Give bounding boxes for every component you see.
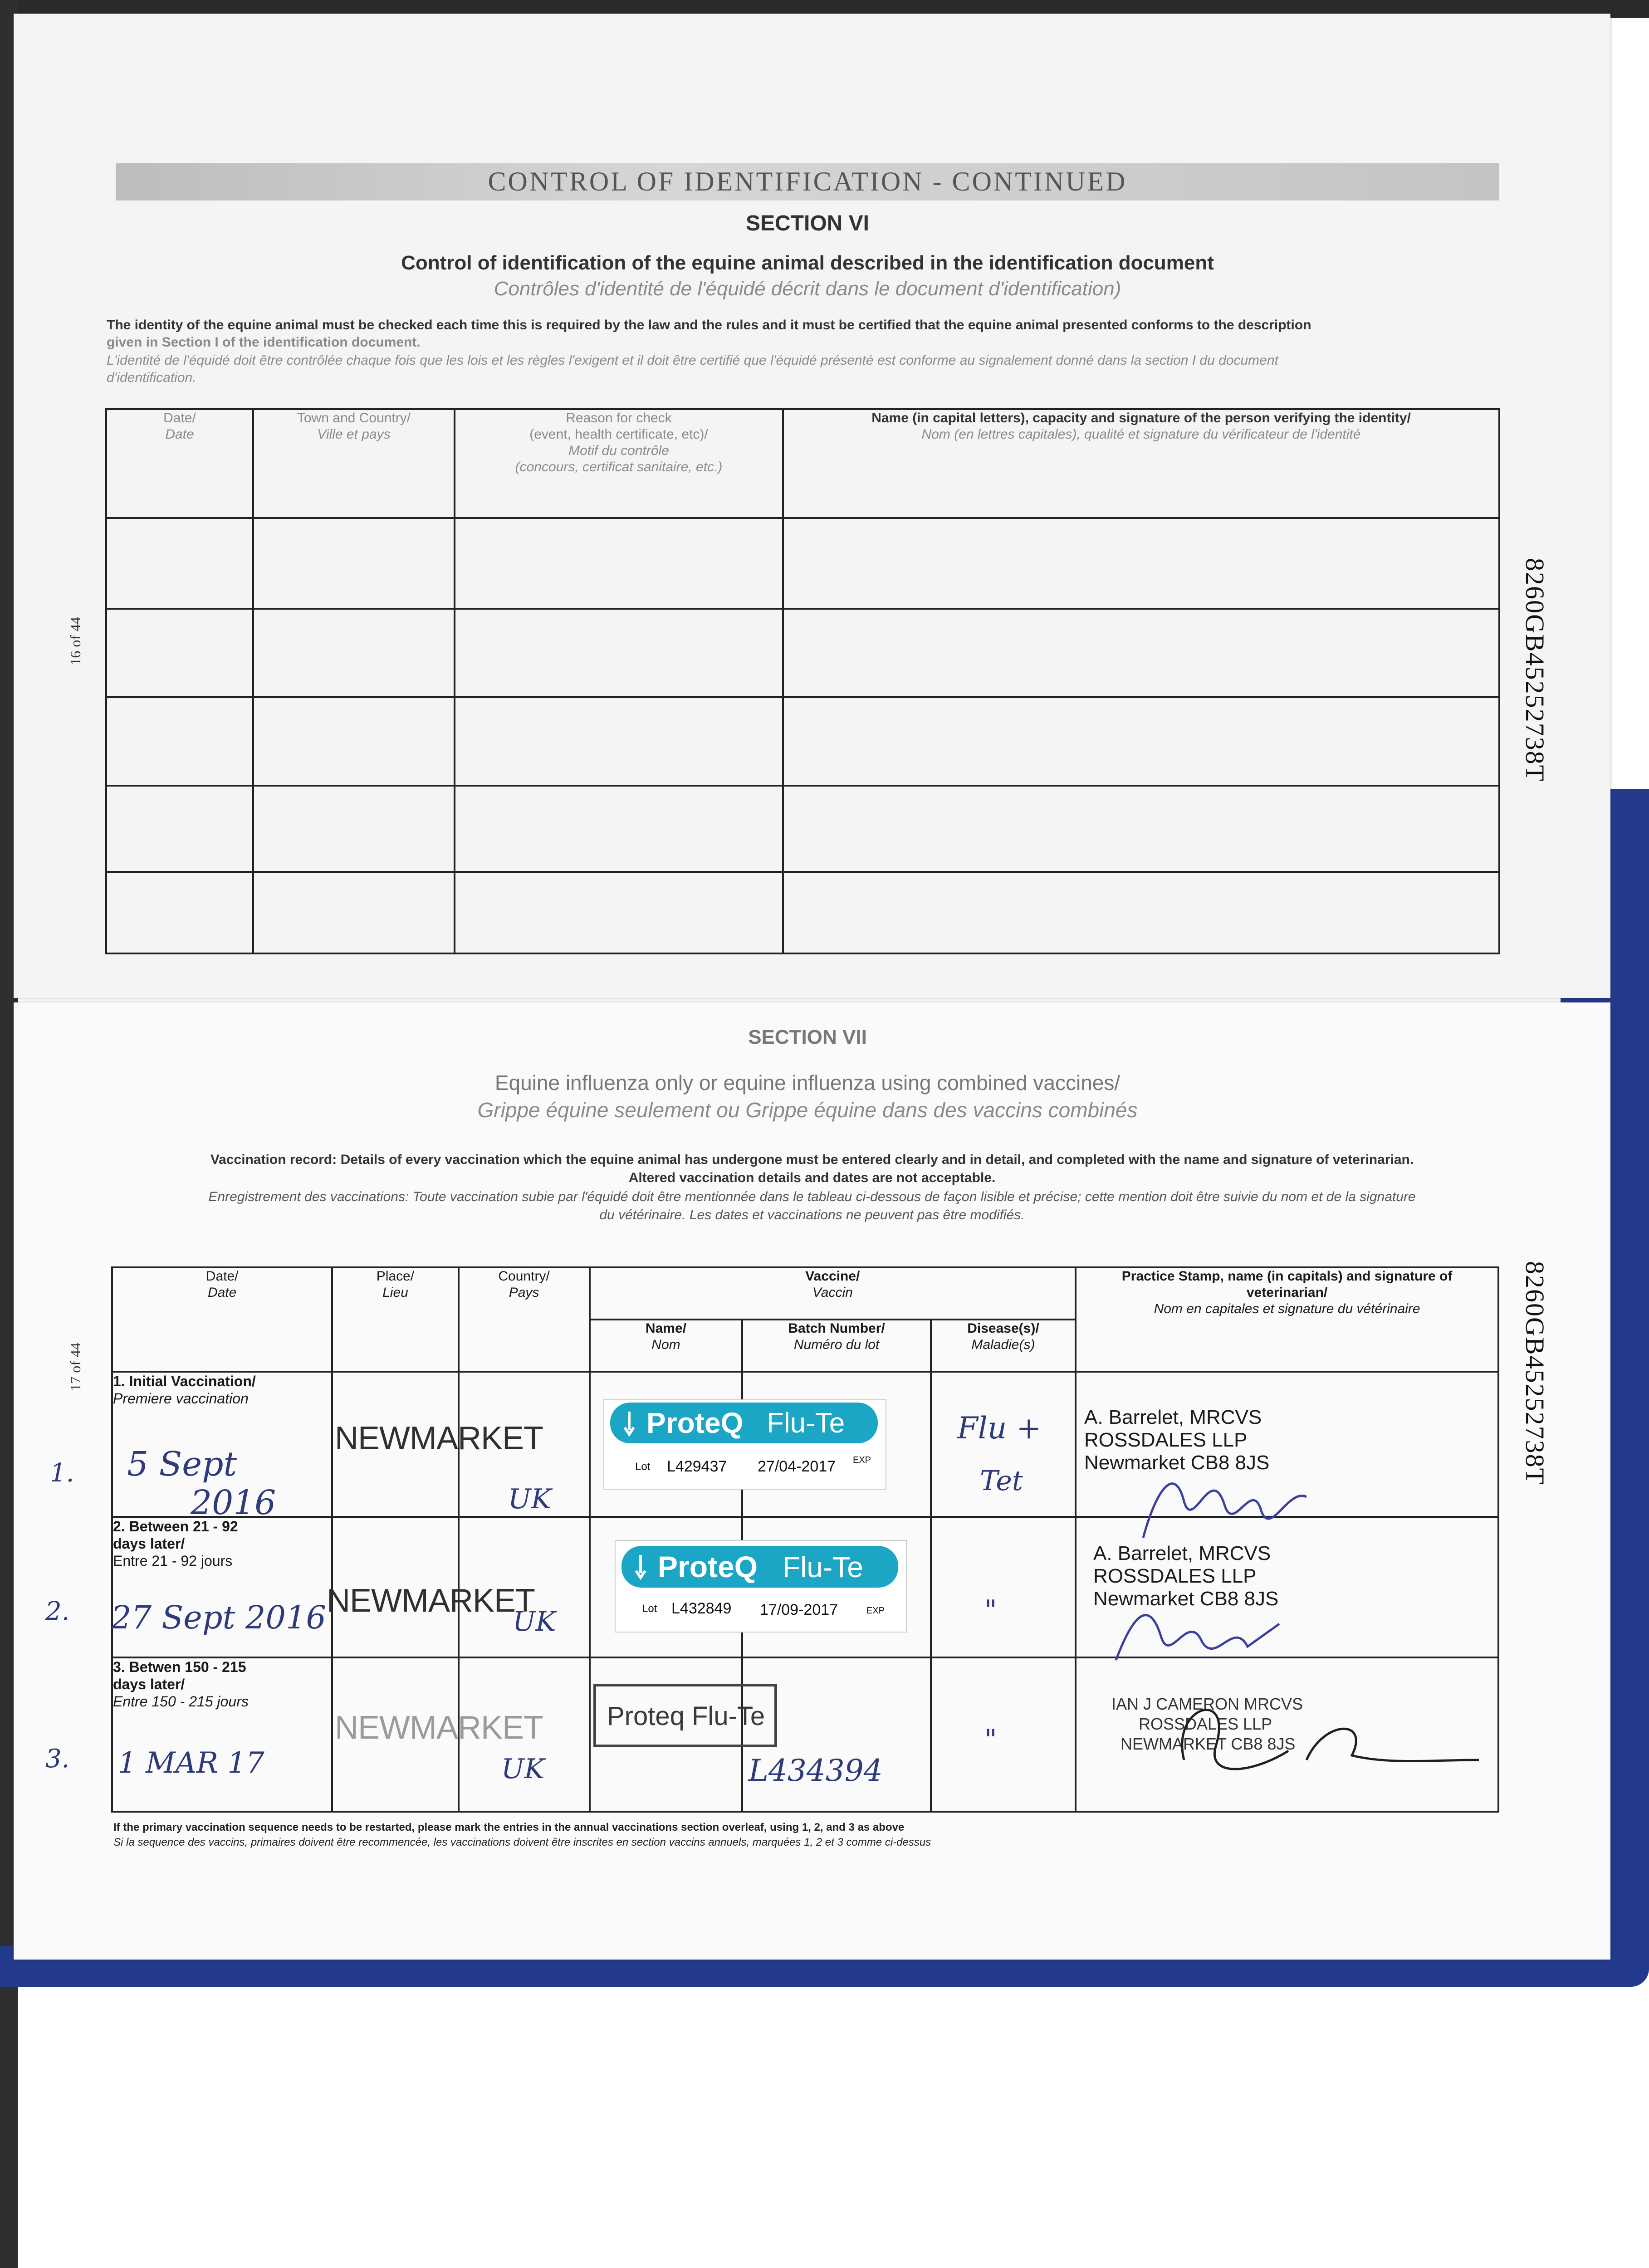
banner-title: CONTROL OF IDENTIFICATION - CONTINUED xyxy=(488,166,1127,196)
row2-vaccine-pill xyxy=(621,1546,898,1588)
row3-disease-ditto: " xyxy=(984,1724,997,1755)
table-cell[interactable] xyxy=(455,609,783,697)
row1-lot-prefix: Lot xyxy=(635,1461,651,1473)
row1-signature xyxy=(1116,1433,1316,1547)
row2-signature xyxy=(1098,1556,1288,1674)
row3-vet-address: NEWMARKET CB8 8JS xyxy=(1121,1735,1296,1753)
col-date: Date/ Date xyxy=(106,409,253,518)
record-instructions-fr: Enregistrement des vaccinations: Toute vaccination subie par l'équidé doit être mentionnée dans le tableau ci-dessous de façon lisible et précise; cette mention doit être suivie du nom et de la signature xyxy=(208,1189,1416,1204)
row1-country-handwritten: UK xyxy=(508,1483,552,1515)
row1-lot-number: L429437 xyxy=(667,1458,727,1475)
table-cell[interactable] xyxy=(106,872,253,953)
section-vii-heading: SECTION VII xyxy=(748,1026,867,1048)
intro-fr-line1: L'identité de l'équidé doit être contrôlée chaque fois que les lois et les règles l'exigent et il doit être certifié que l'équidé présenté est conforme au signalement donné dans la section I du document xyxy=(107,353,1278,368)
table-cell[interactable] xyxy=(455,872,783,953)
col-town: Town and Country/ Ville et pays xyxy=(253,409,455,518)
table-row xyxy=(106,872,1499,953)
table-cell[interactable] xyxy=(106,697,253,786)
table-row xyxy=(106,518,1499,609)
syringe-icon xyxy=(631,1553,650,1580)
row1-disease-2: Tet xyxy=(980,1465,1023,1497)
col-date: Date/ Date xyxy=(112,1267,332,1372)
row1-vet-address: Newmarket CB8 8JS xyxy=(1084,1452,1270,1474)
record-instructions-fr2: du vétérinaire. Les dates et vaccinations ne peuvent pas être modifiés. xyxy=(599,1207,1025,1222)
intro-en-line1: The identity of the equine animal must be checked each time this is required by the law and the rules and it must be certified that the equine animal presented conforms to the description xyxy=(107,318,1311,332)
row3-disease-cell[interactable] xyxy=(931,1657,1076,1812)
row1-vaccine-pill xyxy=(610,1403,878,1443)
table-row xyxy=(106,697,1499,786)
row2-disease-cell[interactable] xyxy=(931,1517,1076,1657)
row2-vaccine-brand: ProteQ xyxy=(658,1550,758,1584)
row3-vaccine-stamp-box xyxy=(593,1684,777,1747)
row3-date-handwritten: 1 MAR 17 xyxy=(118,1746,264,1780)
row3-vaccine-stamp: Proteq Flu-Te xyxy=(607,1701,765,1731)
col-practice-stamp: Practice Stamp, name (in capitals) and signature of veterinarian/ Nom en capitales et signature du vétérinaire xyxy=(1076,1267,1498,1372)
row2-date-cell[interactable]: 2. Between 21 - 92 days later/ Entre 21 - 92 jours xyxy=(112,1517,332,1657)
row2-disease-ditto: " xyxy=(984,1594,997,1626)
syringe-icon xyxy=(620,1409,638,1437)
row1-vet-name: A. Barrelet, MRCVS xyxy=(1084,1406,1262,1428)
row1-date-handwritten-2: 2016 xyxy=(191,1483,276,1522)
table-cell[interactable] xyxy=(455,786,783,872)
passport-serial-top: 8260GB45252738T xyxy=(1520,558,1550,782)
row1-vet-practice: ROSSDALES LLP xyxy=(1084,1429,1248,1451)
vaccine-header-row-1 xyxy=(112,1267,1498,1320)
table-cell[interactable] xyxy=(253,786,455,872)
table-cell[interactable] xyxy=(253,518,455,609)
row3-signature xyxy=(1116,1678,1488,1787)
record-instructions-en: Vaccination record: Details of every vaccination which the equine animal has undergone must be entered clearly and in detail, and completed with the name and signature of veterinarian. xyxy=(210,1152,1414,1167)
col-vaccine: Vaccine/ Vaccin xyxy=(590,1267,1076,1320)
col-reason: Reason for check (event, health certificate, etc)/ Motif du contrôle (concours, certificat sanitaire, etc.) xyxy=(455,409,783,518)
table-cell[interactable] xyxy=(253,609,455,697)
row3-vet-name: IAN J CAMERON MRCVS xyxy=(1111,1695,1303,1713)
col-country: Country/ Pays xyxy=(459,1267,590,1372)
section-vi-subtitle-en: Control of identification of the equine animal described in the identification document xyxy=(401,252,1214,274)
intro-en-line2: given in Section I of the identification document. xyxy=(107,335,421,350)
row2-expiry: 17/09-2017 xyxy=(760,1601,838,1618)
row2-lot-prefix: Lot xyxy=(642,1603,657,1615)
table-row xyxy=(106,609,1499,697)
row1-place-stamp: NEWMARKET xyxy=(335,1420,543,1457)
table-cell[interactable] xyxy=(106,518,253,609)
col-place: Place/ Lieu xyxy=(332,1267,458,1372)
row1-disease-1: Flu + xyxy=(957,1411,1042,1446)
section-vi-heading: SECTION VI xyxy=(745,211,870,235)
passport-serial-bottom: 8260GB45252738T xyxy=(1520,1261,1550,1485)
table-cell[interactable] xyxy=(783,786,1499,872)
table-cell[interactable] xyxy=(455,518,783,609)
row2-vet-name: A. Barrelet, MRCVS xyxy=(1093,1542,1271,1564)
col-batch-number: Batch Number/ Numéro du lot xyxy=(742,1320,930,1372)
row2-exp-label: EXP xyxy=(866,1606,885,1616)
table-cell[interactable] xyxy=(253,872,455,953)
table-cell[interactable] xyxy=(783,872,1499,953)
row3-country-handwritten: UK xyxy=(501,1753,545,1785)
row2-vet-address: Newmarket CB8 8JS xyxy=(1093,1588,1279,1610)
section-vii-title-fr: Grippe équine seulement ou Grippe équine dans des vaccins combinés xyxy=(477,1098,1138,1122)
row1-vaccine-brand: ProteQ xyxy=(646,1407,744,1439)
identity-check-table xyxy=(105,408,1500,954)
page-number-17: 17 of 44 xyxy=(67,1343,83,1391)
record-instructions-en2: Altered vaccination details and dates are not acceptable. xyxy=(628,1170,996,1185)
row1-margin-mark: 1. xyxy=(50,1458,74,1488)
table-row xyxy=(106,786,1499,872)
row2-lot-number: L432849 xyxy=(671,1600,732,1617)
table-cell[interactable] xyxy=(106,786,253,872)
row1-expiry: 27/04-2017 xyxy=(758,1458,836,1475)
intro-fr-line2: d'identification. xyxy=(107,370,196,385)
row2-country-handwritten: UK xyxy=(513,1606,556,1637)
row2-vet-practice: ROSSDALES LLP xyxy=(1093,1565,1257,1587)
row3-date-cell[interactable]: 3. Betwen 150 - 215 days later/ Entre 150 - 215 jours xyxy=(112,1657,332,1812)
section-vi-subtitle-fr: Contrôles d'identité de l'équidé décrit dans le document d'identification) xyxy=(494,278,1121,300)
row3-place-stamp: NEWMARKET xyxy=(335,1710,543,1746)
row1-date-cell[interactable]: 1. Initial Vaccination/ Premiere vaccination xyxy=(112,1372,332,1517)
row3-margin-mark: 3. xyxy=(45,1744,70,1774)
row1-date-handwritten-1: 5 Sept xyxy=(127,1445,237,1484)
table-cell[interactable] xyxy=(783,518,1499,609)
row2-date-handwritten: 27 Sept 2016 xyxy=(111,1599,327,1636)
col-vaccine-name: Name/ Nom xyxy=(590,1320,743,1372)
page-number-16: 16 of 44 xyxy=(67,617,83,665)
row2-vaccine-product: Flu-Te xyxy=(783,1551,863,1584)
table-cell[interactable] xyxy=(106,609,253,697)
section-vii-title-en: Equine influenza only or equine influenza using combined vaccines/ xyxy=(494,1071,1121,1095)
table-cell[interactable] xyxy=(455,697,783,786)
table-cell[interactable] xyxy=(783,609,1499,697)
footnote-en: If the primary vaccination sequence needs to be restarted, please mark the entries in the annual vaccinations section overleaf, using 1, 2, and 3 as above xyxy=(113,1821,905,1833)
footnote-fr: Si la sequence des vaccins, primaires doivent être recommencée, les vaccinations doivent être inscrites en section vaccins annuels, marquées 1, 2 et 3 comme ci-dessus xyxy=(113,1836,931,1848)
table-cell[interactable] xyxy=(253,697,455,786)
row1-exp-label: EXP xyxy=(853,1455,871,1465)
row2-place-stamp: NEWMARKET xyxy=(327,1583,535,1619)
col-name: Name (in capital letters), capacity and signature of the person verifying the identity/ Nom (en lettres capitales), qualité et signature du vérificateur de l'identité xyxy=(783,409,1499,518)
row3-vet-practice: ROSSDALES LLP xyxy=(1139,1715,1272,1733)
row1-vaccine-product: Flu-Te xyxy=(767,1408,845,1439)
table-header-row xyxy=(106,409,1499,518)
col-disease: Disease(s)/ Maladie(s) xyxy=(931,1320,1076,1372)
row2-margin-mark: 2. xyxy=(45,1597,70,1626)
row3-batch-handwritten: L434394 xyxy=(749,1753,883,1788)
table-cell[interactable] xyxy=(783,697,1499,786)
